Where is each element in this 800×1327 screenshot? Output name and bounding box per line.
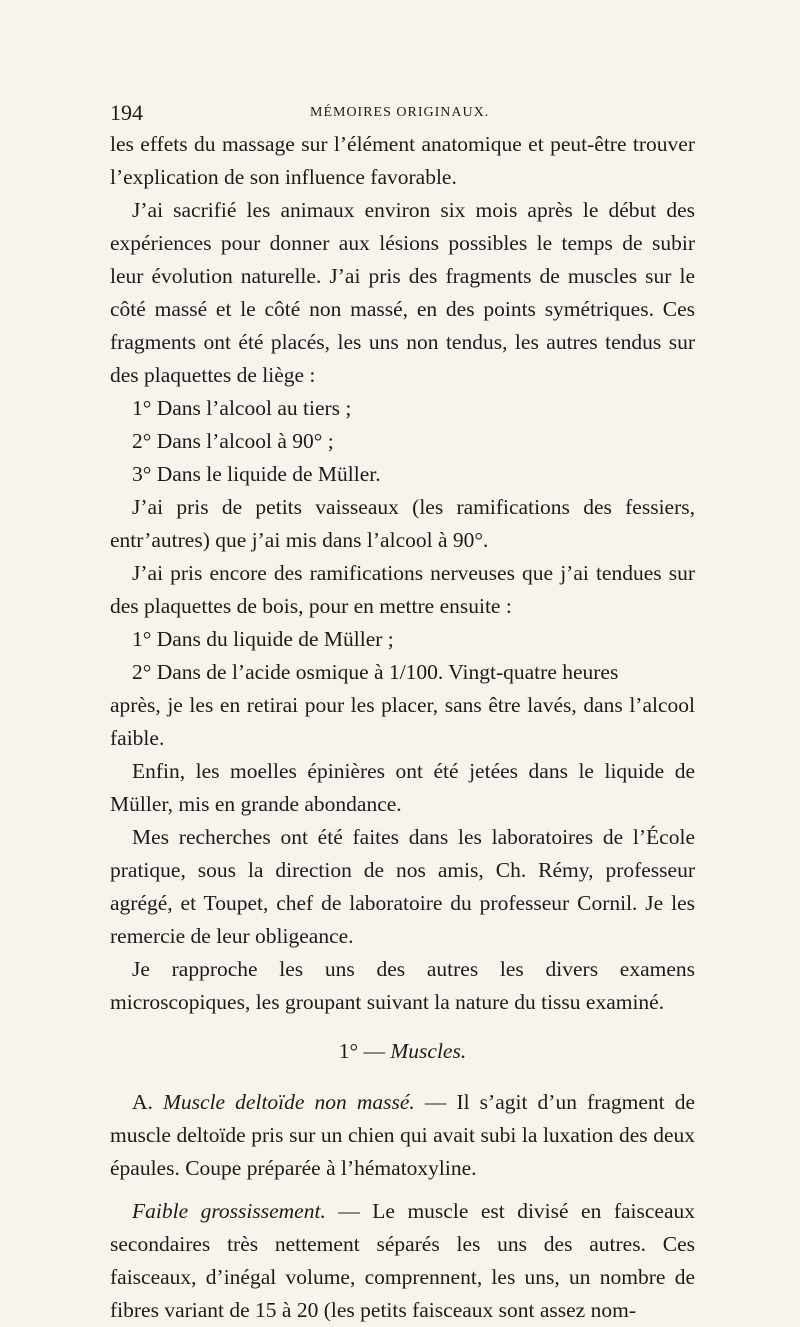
section-number: 1° — [338, 1039, 386, 1063]
paragraph-grouping: Je rapproche les uns des autres les divers examens microscopiques, les groupant suivant la nature du tissu examiné. [110, 957, 695, 1014]
paragraph-continuation: les effets du massage sur l’élément anatomique et peut-être trouver l’explication de son influence favorable. [110, 132, 695, 189]
subsection-title-magnification: Faible grossissement. [132, 1199, 326, 1223]
section-title: Muscles. [390, 1039, 467, 1063]
list-item: 3° Dans le liquide de Müller. [132, 462, 381, 486]
paragraph-nerves: J’ai pris encore des ramifications nerveuses que j’ai tendues sur des plaquettes de bois, pour en mettre ensuite : [110, 561, 695, 618]
subsection-text-magnification: — Le muscle est divisé en faisceaux secondaires très nettement séparés les uns des autres. Ces faisceaux, d’inégal volume, comprennent, les uns, un nombre de fibres variant de 15 à 20 (les petits faisceaux sont assez nom- [110, 1199, 695, 1322]
list-item: 2° Dans l’alcool à 90° ; [132, 429, 334, 453]
body-text [110, 128, 695, 1327]
paragraph-deltoid [110, 1086, 695, 1185]
running-title: MÉMOIRES ORIGINAUX. [310, 105, 490, 120]
list-item: 1° Dans l’alcool au tiers ; [132, 396, 352, 420]
paragraph-sacrifice: J’ai sacrifié les animaux environ six mois après le début des expériences pour donner aux lésions possibles le temps de subir leur évolution naturelle. J’ai pris des fragments de muscles sur le côté massé et le côté non massé, en des points symétriques. Ces fragments ont été placés, les uns non tendus, les autres tendus sur des plaquettes de liège : [110, 198, 695, 387]
paragraph-acknowledgements: Mes recherches ont été faites dans les laboratoires de l’École pratique, sous la direction de nos amis, Ch. Rémy, professeur agrégé, et Toupet, chef de laboratoire du professeur Cornil. Je les remercie de leur obligeance. [110, 825, 695, 948]
paragraph-spinal-cords: Enfin, les moelles épinières ont été jetées dans le liquide de Müller, mis en grande abondance. [110, 759, 695, 816]
subsection-label: A. [132, 1090, 153, 1114]
list-item: 1° Dans du liquide de Müller ; [132, 627, 394, 651]
list-item: 2° Dans de l’acide osmique à 1/100. Vingt-quatre heures [132, 660, 619, 684]
page-number: 194 [110, 100, 143, 125]
running-head [110, 100, 695, 130]
paragraph-vessels: J’ai pris de petits vaisseaux (les ramifications des fessiers, entr’autres) que j’ai mis dans l’alcool à 90°. [110, 495, 695, 552]
section-heading [110, 1035, 695, 1068]
subsection-title: Muscle deltoïde non massé. [163, 1090, 415, 1114]
paragraph-osmic-continuation: après, je les en retirai pour les placer, sans être lavés, dans l’alcool faible. [110, 693, 695, 750]
subsection-text: — Il s’agit d’un fragment de muscle deltoïde pris sur un chien qui avait subi la luxation des deux épaules. Coupe préparée à l’hématoxyline. [110, 1090, 696, 1180]
spacer [110, 1185, 695, 1195]
